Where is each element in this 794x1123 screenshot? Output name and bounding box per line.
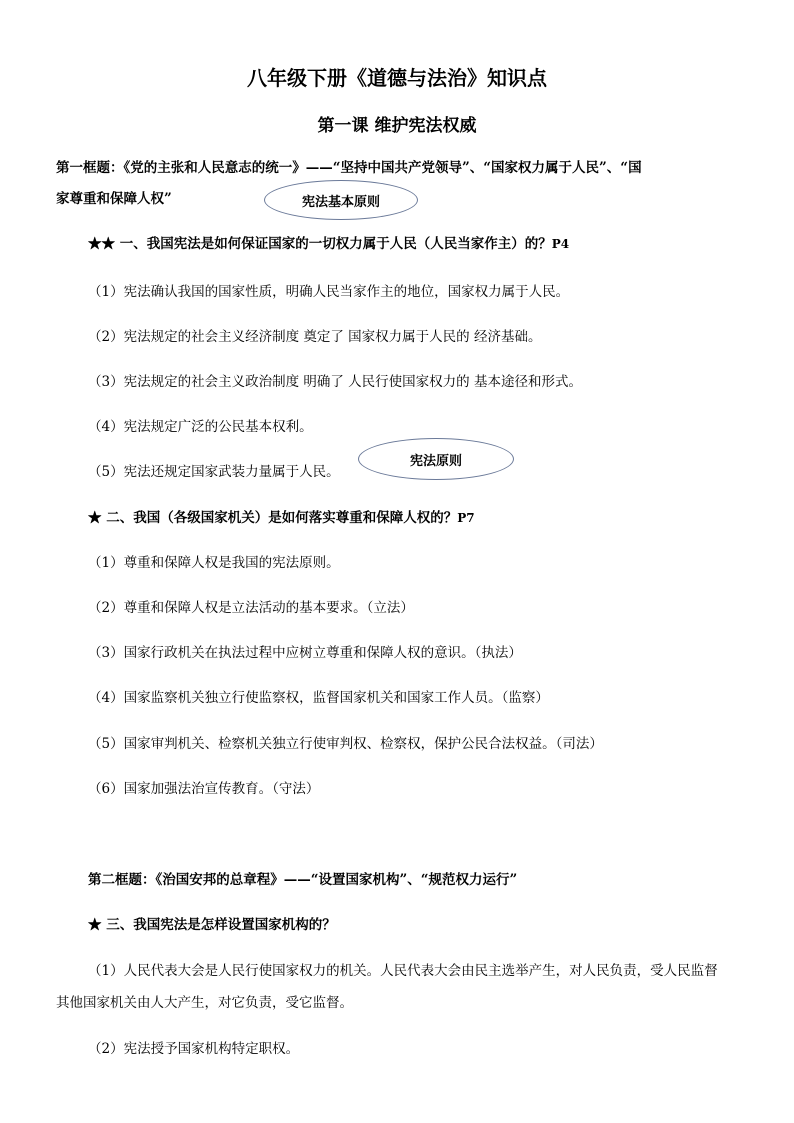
list-item-continuation: 其他国家机关由人大产生，对它负责，受它监督。: [56, 995, 353, 1011]
list-item: （3）国家行政机关在执法过程中应树立尊重和保障人权的意识。（执法）: [88, 645, 522, 661]
list-item: （1）宪法确认我国的国家性质，明确人民当家作主的地位，国家权力属于人民。: [88, 284, 570, 300]
question3-heading: ★ 三、我国宪法是怎样设置国家机构的？: [88, 917, 336, 933]
frame1-heading-line1: 第一框题：《党的主张和人民意志的统一》——“坚持中国共产党领导”、“国家权力属于人民”、“国: [56, 160, 642, 176]
list-item: （2）尊重和保障人权是立法活动的基本要求。（立法）: [88, 600, 414, 616]
question2-page-ref: P7: [457, 511, 475, 525]
list-item: （1）人民代表大会是人民行使国家权力的机关。人民代表大会由民主选举产生，对人民负责，受人民监督: [88, 963, 718, 979]
list-item: （6）国家加强法治宣传教育。（守法）: [88, 781, 320, 797]
question2-text: ★ 二、我国（各级国家机关）是如何落实尊重和保障人权的？: [88, 510, 458, 526]
list-item: （4）国家监察机关独立行使监察权，监督国家机关和国家工作人员。（监察）: [88, 690, 549, 706]
lesson-title: 第一课 维护宪法权威: [317, 116, 477, 136]
list-item: （2）宪法规定的社会主义经济制度 奠定了 国家权力属于人民的 经济基础。: [88, 329, 542, 345]
question1-heading: [88, 233, 778, 255]
list-item: （5）宪法还规定国家武装力量属于人民。: [88, 464, 340, 480]
callout-text: 宪法基本原则: [301, 195, 380, 210]
callout-bubble-basic-principle: [264, 180, 418, 220]
question1-text: ★★ 一、我国宪法是如何保证国家的一切权力属于人民（人民当家作主）的？: [88, 236, 552, 252]
list-item: （4）宪法规定广泛的公民基本权利。: [88, 419, 313, 435]
document-title: 八年级下册《道德与法治》知识点: [247, 66, 547, 90]
list-item: （2）宪法授予国家机构特定职权。: [88, 1041, 300, 1057]
frame2-heading: 第二框题：《治国安邦的总章程》——“设置国家机构”、“规范权力运行”: [88, 872, 518, 888]
callout-text: 宪法原则: [409, 454, 462, 469]
question1-page-ref: P4: [551, 237, 570, 251]
question2-heading: [88, 507, 778, 529]
callout-bubble-principle: [358, 438, 514, 480]
frame1-heading-line2: 家尊重和保障人权”: [56, 191, 172, 207]
list-item: （1）尊重和保障人权是我国的宪法原则。: [88, 555, 340, 571]
list-item: （3）宪法规定的社会主义政治制度 明确了 人民行使国家权力的 基本途径和形式。: [88, 374, 582, 390]
list-item: （5）国家审判机关、检察机关独立行使审判权、检察权，保护公民合法权益。（司法）: [88, 736, 603, 752]
